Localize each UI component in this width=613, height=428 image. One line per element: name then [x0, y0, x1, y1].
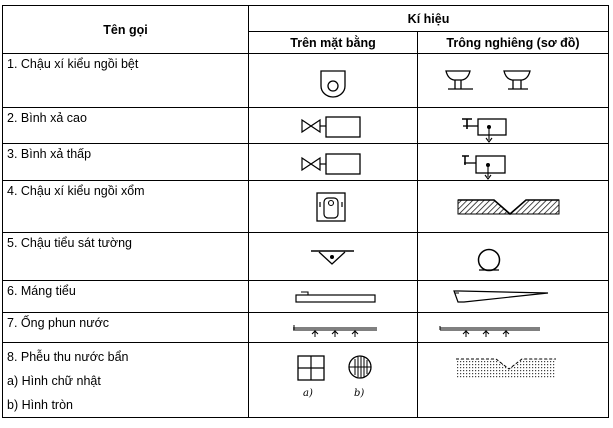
- high-tank-plan-icon: [249, 108, 418, 144]
- header-symbol-group: Kí hiệu: [249, 6, 609, 32]
- high-tank-elevation-icon: [418, 108, 609, 144]
- wall-urinal-plan-cell: [249, 233, 418, 281]
- western-toilet-plan-icon: [249, 54, 418, 108]
- row-label-4: 4. Chậu xí kiểu ngồi xổm: [3, 181, 249, 233]
- urinal-trough-plan-icon: [249, 281, 418, 313]
- row-label-8b: b) Hình tròn: [7, 398, 74, 412]
- low-tank-plan-cell: [249, 144, 418, 181]
- high-tank-elevation-cell: [418, 108, 609, 144]
- squat-toilet-plan-icon: [249, 181, 418, 233]
- floor-drain-plan-cell: [249, 343, 418, 418]
- floor-drain-elevation-icon: [418, 343, 609, 415]
- low-tank-elevation-icon: [418, 144, 609, 181]
- wall-urinal-elevation-icon: [418, 233, 609, 281]
- caption-a: a): [303, 388, 313, 399]
- spray-pipe-elevation-icon: [418, 313, 609, 343]
- row-label-5: 5. Chậu tiểu sát tường: [3, 233, 249, 281]
- row-label-8: 8. Phễu thu nước bẩn: [7, 350, 129, 364]
- high-tank-plan-cell: [249, 108, 418, 144]
- row-label-7: 7. Ống phun nước: [3, 313, 249, 343]
- spray-pipe-plan-icon: [249, 313, 418, 343]
- wall-urinal-plan-icon: [249, 233, 418, 281]
- western-toilet-elevation-icon: [418, 54, 609, 108]
- squat-toilet-elevation-cell: [418, 181, 609, 233]
- row-label-8-cell: [3, 343, 249, 418]
- western-toilet-elevation-cell: [418, 54, 609, 108]
- spray-pipe-plan-cell: [249, 313, 418, 343]
- low-tank-plan-icon: [249, 144, 418, 181]
- urinal-trough-plan-cell: [249, 281, 418, 313]
- row-label-6: 6. Máng tiểu: [3, 281, 249, 313]
- urinal-trough-elevation-cell: [418, 281, 609, 313]
- floor-drain-elevation-cell: [418, 343, 609, 418]
- row-label-3: 3. Bình xả thấp: [3, 144, 249, 181]
- row-label-8a: a) Hình chữ nhật: [7, 374, 101, 388]
- row-label-2: 2. Bình xả cao: [3, 108, 249, 144]
- spray-pipe-elevation-cell: [418, 313, 609, 343]
- western-toilet-plan-cell: [249, 54, 418, 108]
- squat-toilet-plan-cell: [249, 181, 418, 233]
- floor-drain-plan-icon: [249, 343, 418, 415]
- row-label-1: 1. Chậu xí kiểu ngồi bệt: [3, 54, 249, 108]
- header-plan: Trên mặt bằng: [249, 32, 418, 54]
- plumbing-symbol-table: [2, 5, 609, 418]
- urinal-trough-elevation-icon: [418, 281, 609, 313]
- caption-b: b): [354, 388, 365, 399]
- squat-toilet-elevation-icon: [418, 181, 609, 233]
- header-name: Tên gọi: [3, 6, 249, 54]
- wall-urinal-elevation-cell: [418, 233, 609, 281]
- low-tank-elevation-cell: [418, 144, 609, 181]
- header-elevation: Trông nghiêng (sơ đồ): [418, 32, 609, 54]
